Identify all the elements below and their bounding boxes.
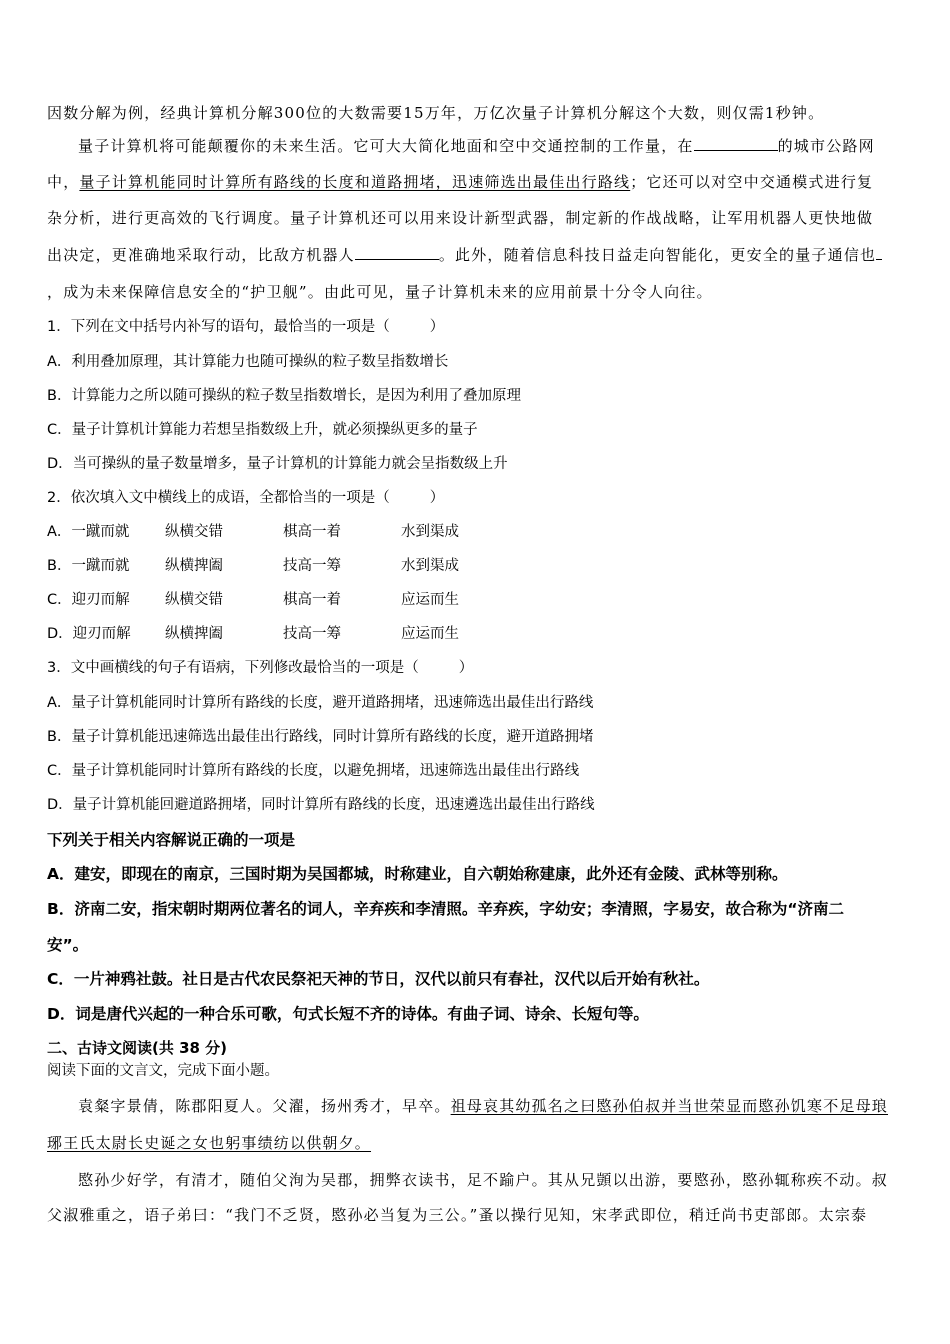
classical-text-line: 父淑雅重之，语子弟曰：“我门不乏贤，愍孙必当复为三公。”蚤以操行见知，宋孝武即位，稍迁尚书吏部郎。太宗泰: [47, 1206, 868, 1224]
option-b: B．一蹴而就 纵横捭阖 技高一筹 水到渠成: [47, 558, 459, 574]
fill-blank: [355, 245, 439, 260]
section-instruction: 阅读下面的文言文，完成下面小题。: [47, 1063, 279, 1079]
passage-line: ，成为未来保障信息安全的“护卫舰”。由此可见，量子计算机未来的应用前景十分令人向往。: [47, 283, 713, 301]
option-b: B．量子计算机能迅速筛选出最佳出行路线，同时计算所有路线的长度，避开道路拥堵: [47, 729, 594, 745]
passage-line: 杂分析，进行更高效的飞行调度。量子计算机还可以用来设计新型武器，制定新的作战战略，让军用机器人更快地做: [47, 209, 874, 227]
option-b-continued: 安”。: [47, 936, 89, 954]
option-d: D．量子计算机能回避道路拥堵，同时计算所有路线的长度，迅速遴选出最佳出行路线: [47, 797, 595, 813]
passage-line: 因数分解为例，经典计算机分解300位的大数需要15万年，万亿次量子计算机分解这个大数，则仅需1秒钟。: [47, 104, 825, 122]
question-stem: 下列关于相关内容解说正确的一项是: [47, 831, 296, 849]
classical-text-line: 袁粲字景倩，陈郡阳夏人。父濯，扬州秀才，早卒。祖母哀其幼孤名之曰愍孙伯叔并当世荣显而愍孙饥寒不足母琅: [78, 1097, 889, 1115]
underlined-sentence: 量子计算机能同时计算所有路线的长度和道路拥堵，迅速筛选出最佳出行路线: [79, 173, 631, 191]
question-stem: 2．依次填入文中横线上的成语，全都恰当的一项是（ ）: [47, 490, 445, 506]
option-c: C．迎刃而解 纵横交错 棋高一着 应运而生: [47, 592, 459, 608]
fill-blank: [694, 136, 778, 151]
option-b: B．计算能力之所以随可操纵的粒子数呈指数增长，是因为利用了叠加原理: [47, 388, 521, 404]
option-b: B．济南二安，指宋朝时期两位著名的词人，辛弃疾和李清照。辛弃疾，字幼安；李清照，字易安，故合称为“济南二: [47, 900, 845, 918]
option-c: C．量子计算机能同时计算所有路线的长度，以避免拥堵，迅速筛选出最佳出行路线: [47, 763, 580, 779]
underlined-sentence: 琊王氏太尉长史诞之女也躬事绩纺以供朝夕。: [47, 1134, 372, 1152]
passage-line: 出决定，更准确地采取行动，比敌方机器人 。此外，随着信息科技日益走向智能化，更安全的量子通信也: [47, 245, 882, 265]
option-d: D．迎刃而解 纵横捭阖 技高一筹 应运而生: [47, 626, 459, 642]
option-a: A．建安，即现在的南京，三国时期为吴国都城，时称建业，自六朝始称建康，此外还有金陵、武林等别称。: [47, 865, 788, 883]
option-c: C．量子计算机计算能力若想呈指数级上升，就必须操纵更多的量子: [47, 422, 478, 438]
option-a: A．利用叠加原理，其计算能力也随可操纵的粒子数呈指数增长: [47, 354, 449, 370]
classical-text-line: 愍孙少好学，有清才，随伯父洵为吴郡，拥弊衣读书，足不踰户。其从兄顗以出游，要愍孙，愍孙辄称疾不动。叔: [78, 1171, 889, 1189]
question-stem: 1．下列在文中括号内补写的语句，最恰当的一项是（ ）: [47, 319, 445, 335]
question-stem: 3．文中画横线的句子有语病，下列修改最恰当的一项是（ ）: [47, 660, 474, 676]
option-d: D．词是唐代兴起的一种合乐可歌，句式长短不齐的诗体。有曲子词、诗余、长短句等。: [47, 1005, 649, 1023]
option-a: A．量子计算机能同时计算所有路线的长度，避开道路拥堵，迅速筛选出最佳出行路线: [47, 695, 594, 711]
fill-blank: [876, 245, 882, 260]
option-c: C．一片神鸦社鼓。社日是古代农民祭祀天神的节日，汉代以前只有春社，汉代以后开始有秋社。: [47, 970, 710, 988]
section-title: 二、古诗文阅读(共 38 分): [47, 1039, 228, 1057]
passage-line: 中，量子计算机能同时计算所有路线的长度和道路拥堵，迅速筛选出最佳出行路线；它还可以对空中交通模式进行复: [47, 173, 874, 191]
underlined-sentence: 祖母哀其幼孤名之曰愍孙伯叔并当世荣显而愍孙饥寒不足母琅: [450, 1097, 889, 1115]
option-d: D．当可操纵的量子数量增多，量子计算机的计算能力就会呈指数级上升: [47, 456, 508, 472]
passage-line: 量子计算机将可能颠覆你的未来生活。它可大大简化地面和空中交通控制的工作量，在 的城市公路网: [78, 137, 875, 155]
classical-text-line: [47, 1133, 371, 1153]
option-a: A．一蹴而就 纵横交错 棋高一着 水到渠成: [47, 524, 459, 540]
